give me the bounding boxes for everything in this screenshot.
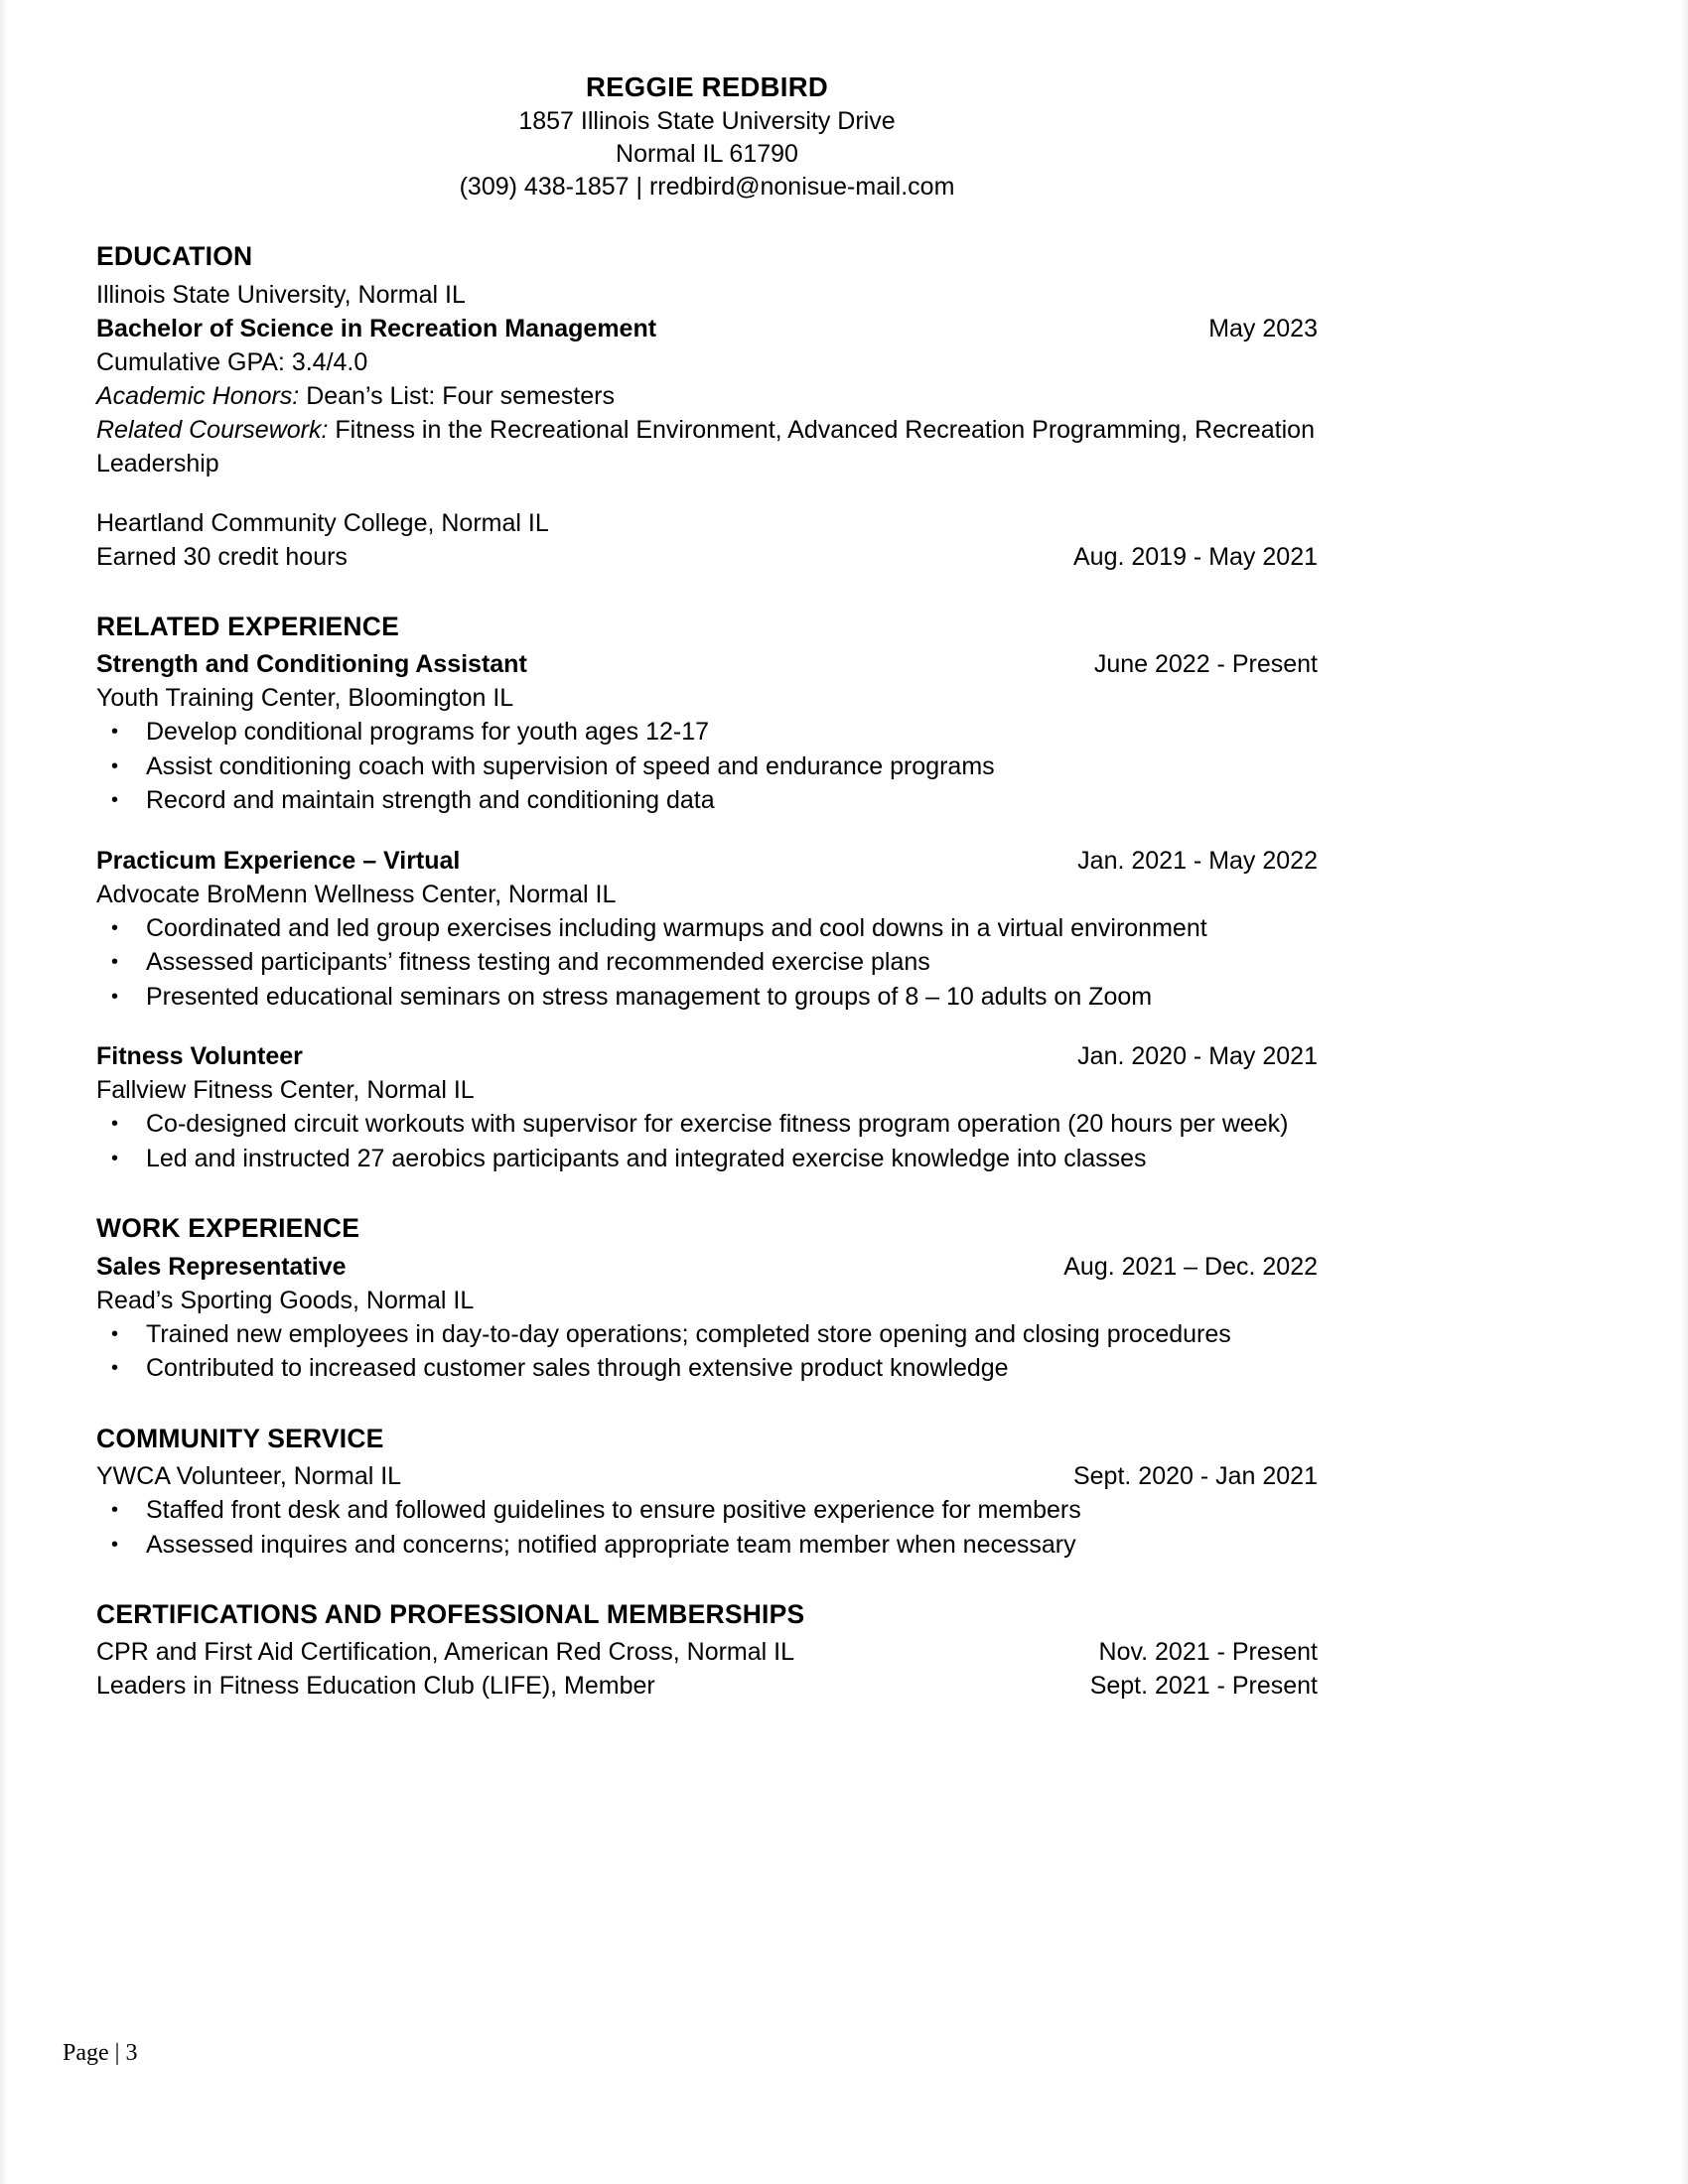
education-detail-2: Earned 30 credit hours xyxy=(96,542,348,571)
list-item xyxy=(96,783,1318,818)
list-item xyxy=(96,750,1318,784)
education-spacer xyxy=(96,480,1318,506)
bullet-text: Develop conditional programs for youth ages 12-17 xyxy=(146,718,710,747)
job-organization: Fallview Fitness Center, Normal IL xyxy=(96,1076,475,1105)
community-date: Sept. 2020 - Jan 2021 xyxy=(1072,1462,1318,1491)
education-detail-row-2 xyxy=(96,540,1318,574)
education-coursework-1 xyxy=(96,413,1318,480)
job-organization: Read’s Sporting Goods, Normal IL xyxy=(96,1286,475,1314)
bullet-text: Co-designed circuit workouts with supervisor for exercise fitness program operation (20 hours per week) xyxy=(146,1110,1289,1139)
education-honors-label: Academic Honors: xyxy=(96,381,300,410)
bullet-dot-icon: • xyxy=(111,1113,119,1136)
list-item xyxy=(96,1493,1318,1528)
list-item xyxy=(96,715,1318,750)
experience-entry xyxy=(96,647,1318,818)
resume-header xyxy=(96,0,1318,204)
section-related-experience xyxy=(96,610,1318,1175)
bullet-text: Staffed front desk and followed guidelines to ensure positive experience for members xyxy=(146,1496,1081,1525)
job-bullet-list xyxy=(96,1317,1318,1386)
job-date: Jan. 2021 - May 2022 xyxy=(1077,846,1318,875)
job-title: Fitness Volunteer xyxy=(96,1042,303,1071)
work-entry xyxy=(96,1250,1318,1386)
bullet-text: Presented educational seminars on stress management to groups of 8 – 10 adults on Zoom xyxy=(146,982,1153,1011)
education-coursework-value: Fitness in the Recreational Environment, Advanced Recreation Programming, Recreation Leadership xyxy=(96,415,1315,478)
list-item xyxy=(96,1528,1318,1563)
resume-content xyxy=(96,0,1318,1703)
education-date-2: Aug. 2019 - May 2021 xyxy=(1073,542,1318,571)
job-title: Practicum Experience – Virtual xyxy=(96,846,461,875)
bullet-text: Coordinated and led group exercises including warmups and cool downs in a virtual environment xyxy=(146,913,1207,942)
bullet-text: Assessed participants’ fitness testing and recommended exercise plans xyxy=(146,948,930,977)
experience-entry xyxy=(96,1039,1318,1175)
bullet-dot-icon: • xyxy=(111,721,119,744)
section-title-related-experience: RELATED EXPERIENCE xyxy=(96,611,399,641)
certification-row xyxy=(96,1669,1318,1703)
community-bullet-list xyxy=(96,1493,1318,1562)
section-title-community-service: COMMUNITY SERVICE xyxy=(96,1423,384,1453)
job-title-row xyxy=(96,1039,1318,1073)
certification-name: Leaders in Fitness Education Club (LIFE), Member xyxy=(96,1672,655,1701)
bullet-text: Assist conditioning coach with supervision of speed and endurance programs xyxy=(146,751,995,780)
list-item xyxy=(96,1142,1318,1176)
job-organization: Advocate BroMenn Wellness Center, Normal IL xyxy=(96,880,617,908)
certification-name: CPR and First Aid Certification, American Red Cross, Normal IL xyxy=(96,1638,795,1667)
section-education xyxy=(96,239,1318,573)
candidate-contact-line: (309) 438-1857 | rredbird@nonisue-mail.com xyxy=(459,173,955,202)
bullet-dot-icon: • xyxy=(111,985,119,1008)
job-title-row xyxy=(96,844,1318,878)
bullet-text: Assessed inquires and concerns; notified appropriate team member when necessary xyxy=(146,1530,1076,1559)
job-title: Strength and Conditioning Assistant xyxy=(96,650,527,679)
education-institution-2: Heartland Community College, Normal IL xyxy=(96,508,549,537)
candidate-address-line-1: 1857 Illinois State University Drive xyxy=(518,107,896,136)
list-item xyxy=(96,1107,1318,1142)
list-item xyxy=(96,1317,1318,1352)
candidate-name: REGGIE REDBIRD xyxy=(585,71,829,102)
experience-entry xyxy=(96,844,1318,1015)
section-title-work-experience: WORK EXPERIENCE xyxy=(96,1213,360,1244)
section-title-education: EDUCATION xyxy=(96,241,253,272)
bullet-dot-icon: • xyxy=(111,754,119,777)
bullet-dot-icon: • xyxy=(111,1147,119,1169)
certification-row xyxy=(96,1635,1318,1669)
experience-spacer xyxy=(96,818,1318,844)
page-edge-left xyxy=(0,0,8,2184)
community-org-row xyxy=(96,1459,1318,1493)
education-coursework-label: Related Coursework: xyxy=(96,415,329,444)
community-entry xyxy=(96,1459,1318,1562)
section-work-experience xyxy=(96,1211,1318,1385)
job-bullet-list xyxy=(96,911,1318,1015)
bullet-dot-icon: • xyxy=(111,1357,119,1380)
list-item xyxy=(96,911,1318,946)
bullet-text: Record and maintain strength and conditioning data xyxy=(146,786,715,815)
candidate-address-line-2: Normal IL 61790 xyxy=(616,140,798,169)
job-title-row xyxy=(96,1250,1318,1284)
experience-spacer xyxy=(96,1014,1318,1039)
education-date-1: May 2023 xyxy=(1208,314,1318,342)
certification-date: Sept. 2021 - Present xyxy=(1089,1672,1318,1701)
job-bullet-list xyxy=(96,1107,1318,1175)
community-organization: YWCA Volunteer, Normal IL xyxy=(96,1462,402,1491)
job-date: June 2022 - Present xyxy=(1093,650,1318,679)
education-degree-row-1 xyxy=(96,312,1318,345)
bullet-text: Trained new employees in day-to-day operations; completed store opening and closing procedures xyxy=(146,1319,1231,1348)
section-certifications xyxy=(96,1597,1318,1703)
section-community-service xyxy=(96,1422,1318,1562)
bullet-text: Led and instructed 27 aerobics participants and integrated exercise knowledge into classes xyxy=(146,1144,1147,1172)
bullet-dot-icon: • xyxy=(111,951,119,974)
bullet-dot-icon: • xyxy=(111,1533,119,1556)
education-gpa-1: Cumulative GPA: 3.4/4.0 xyxy=(96,347,368,376)
job-title: Sales Representative xyxy=(96,1252,347,1281)
education-institution-1: Illinois State University, Normal IL xyxy=(96,280,466,309)
certification-date: Nov. 2021 - Present xyxy=(1098,1638,1318,1667)
education-honors-1 xyxy=(96,379,1318,413)
job-date: Aug. 2021 – Dec. 2022 xyxy=(1063,1252,1318,1281)
job-date: Jan. 2020 - May 2021 xyxy=(1077,1042,1318,1071)
page-edge-right xyxy=(1680,0,1688,2184)
bullet-dot-icon: • xyxy=(111,1322,119,1345)
job-organization: Youth Training Center, Bloomington IL xyxy=(96,684,514,713)
job-bullet-list xyxy=(96,715,1318,818)
bullet-dot-icon: • xyxy=(111,789,119,812)
job-title-row xyxy=(96,647,1318,681)
education-degree-1: Bachelor of Science in Recreation Management xyxy=(96,314,657,342)
list-item xyxy=(96,980,1318,1015)
list-item xyxy=(96,945,1318,980)
page-footer: Page | 3 xyxy=(63,2040,138,2066)
bullet-dot-icon: • xyxy=(111,916,119,939)
bullet-dot-icon: • xyxy=(111,1499,119,1522)
education-honors-value: Dean’s List: Four semesters xyxy=(299,381,615,410)
bullet-text: Contributed to increased customer sales through extensive product knowledge xyxy=(146,1354,1009,1383)
list-item xyxy=(96,1351,1318,1386)
section-title-certifications: CERTIFICATIONS AND PROFESSIONAL MEMBERSHIPS xyxy=(96,1599,805,1630)
